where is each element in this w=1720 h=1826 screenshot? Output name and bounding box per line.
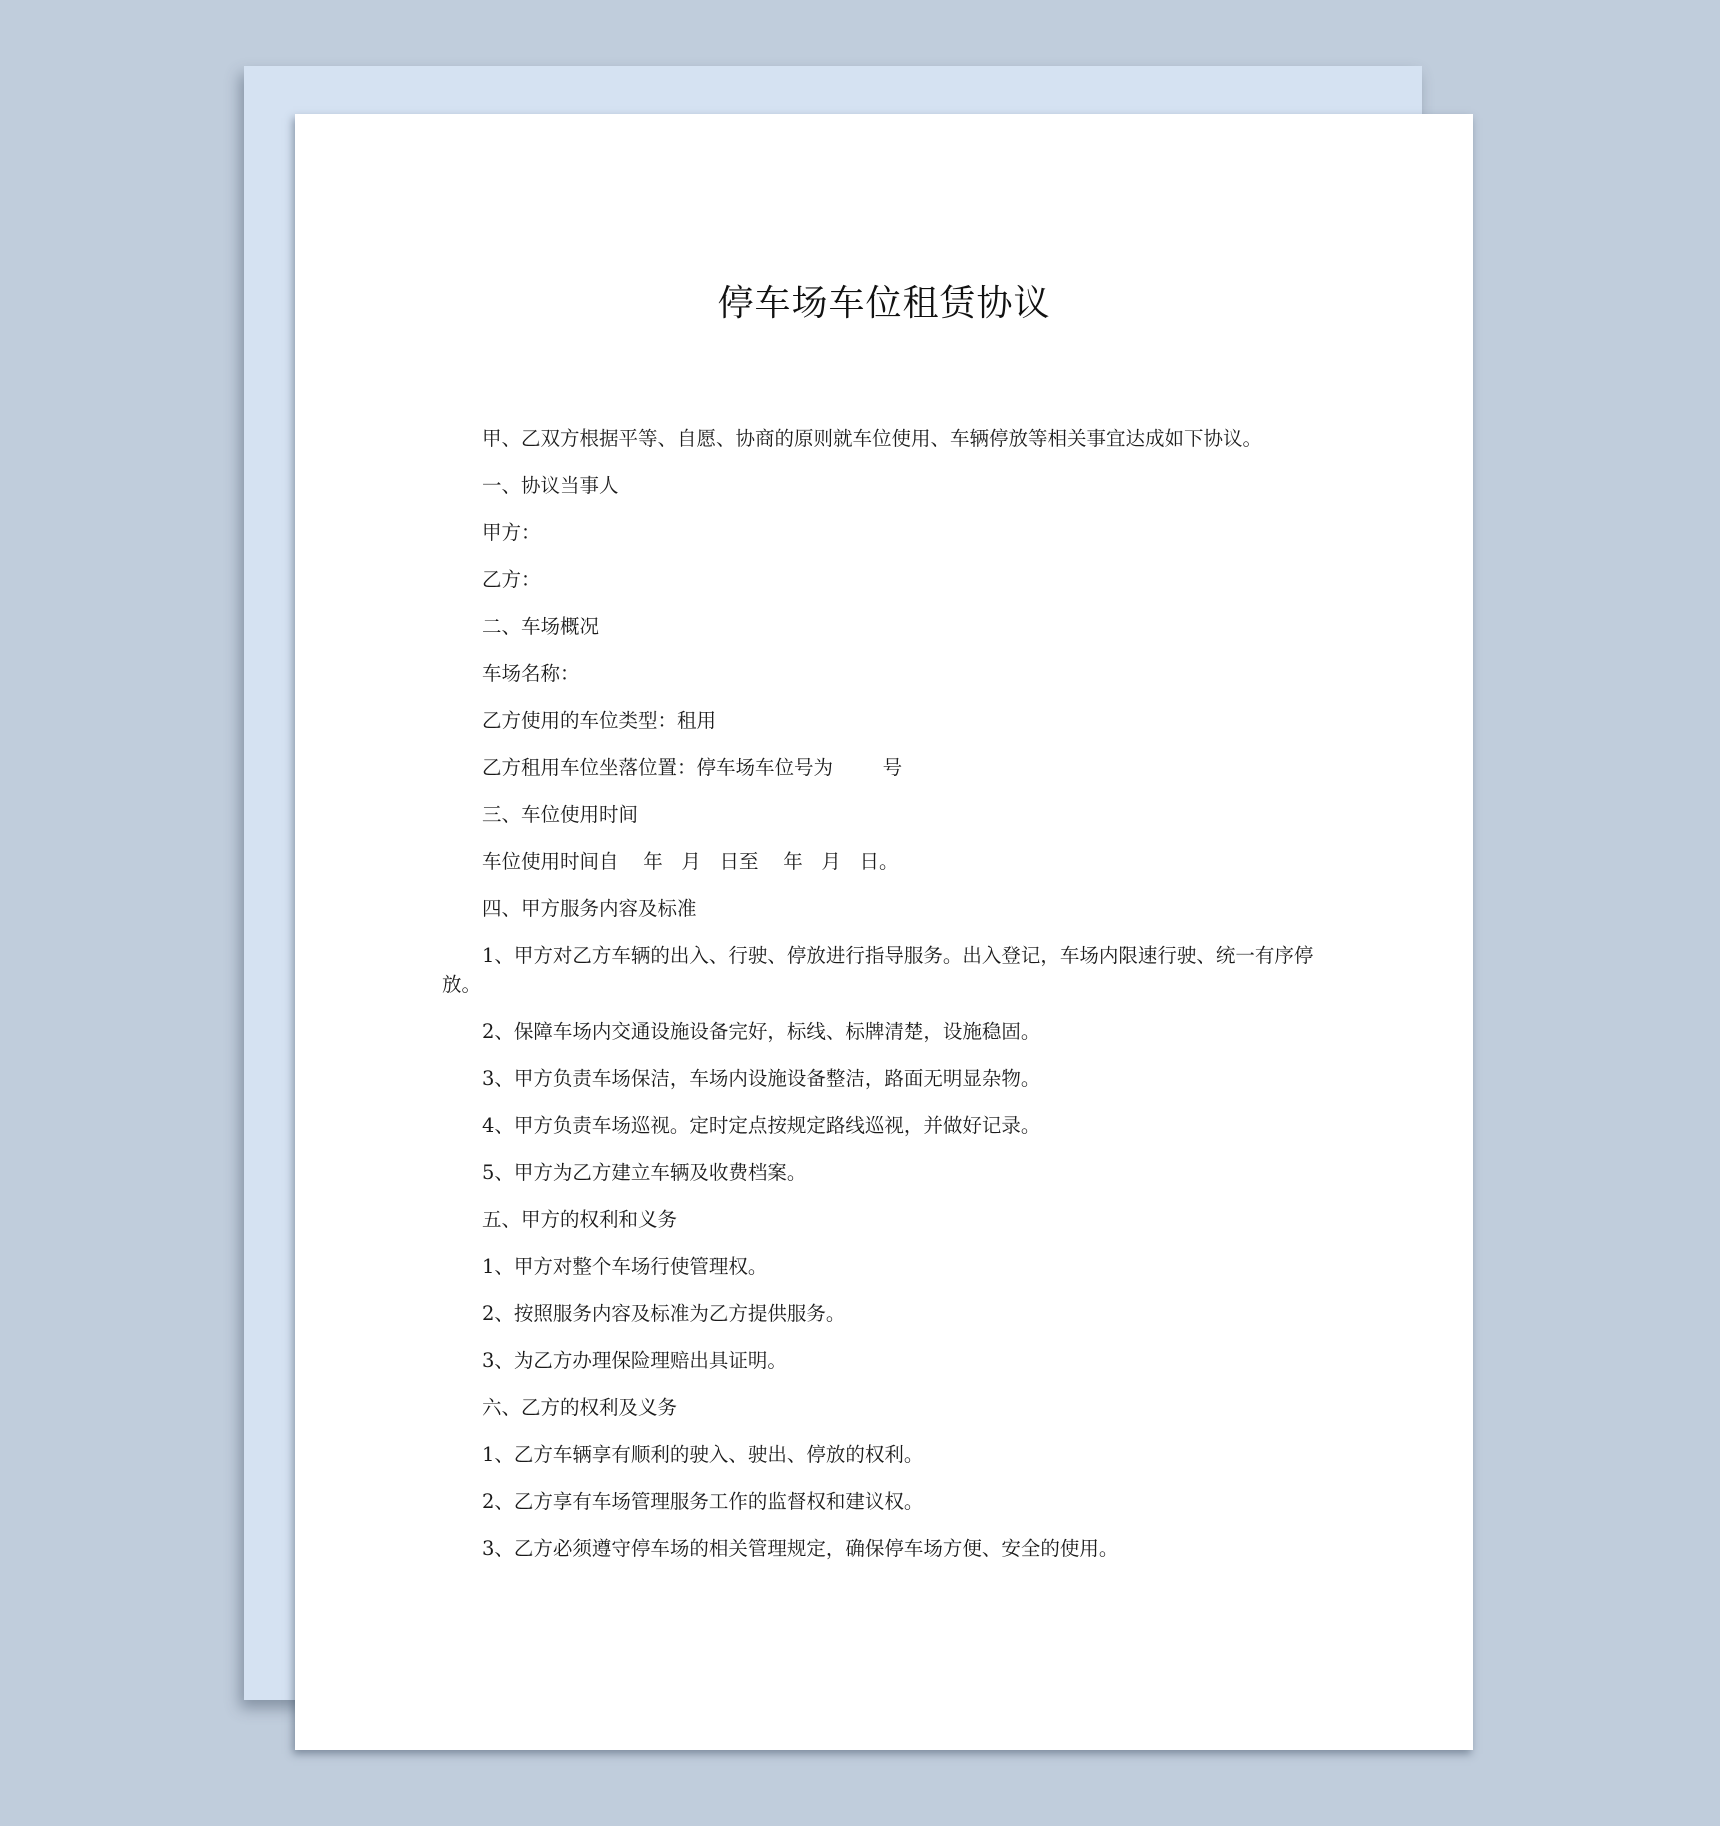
service-item-5: 5、甲方为乙方建立车辆及收费档案。 xyxy=(482,1161,807,1184)
usage-period-field: 车位使用时间自 年 月 日至 年 月 日。 xyxy=(482,850,899,873)
party-a-field: 甲方： xyxy=(482,521,541,544)
party-a-right-2: 2、按照服务内容及标准为乙方提供服务。 xyxy=(482,1302,846,1325)
party-b-right-3: 3、乙方必须遵守停车场的相关管理规定，确保停车场方便、安全的使用。 xyxy=(482,1537,1119,1560)
document-page xyxy=(295,114,1473,1750)
document-body xyxy=(442,424,1322,1581)
space-location-field: 乙方租用车位坐落位置：停车场车位号为 号 xyxy=(482,756,903,779)
service-item-3: 3、甲方负责车场保洁，车场内设施设备整洁，路面无明显杂物。 xyxy=(482,1067,1041,1090)
party-a-right-3: 3、为乙方办理保险理赔出具证明。 xyxy=(482,1349,787,1372)
section-heading-parking-overview: 二、车场概况 xyxy=(482,615,600,638)
party-b-right-2: 2、乙方享有车场管理服务工作的监督权和建议权。 xyxy=(482,1490,924,1513)
document-title: 停车场车位租赁协议 xyxy=(717,283,1051,324)
parking-name-field: 车场名称： xyxy=(482,662,580,685)
party-b-right-1: 1、乙方车辆享有顺利的驶入、驶出、停放的权利。 xyxy=(482,1443,924,1466)
intro-paragraph: 甲、乙双方根据平等、自愿、协商的原则就车位使用、车辆停放等相关事宜达成如下协议。 xyxy=(482,427,1263,450)
space-type-field: 乙方使用的车位类型：租用 xyxy=(482,709,717,732)
section-heading-party-a-services: 四、甲方服务内容及标准 xyxy=(482,897,697,920)
section-heading-party-b-rights: 六、乙方的权利及义务 xyxy=(482,1396,678,1419)
service-item-2: 2、保障车场内交通设施设备完好，标线、标牌清楚，设施稳固。 xyxy=(482,1020,1041,1043)
section-heading-parties: 一、协议当事人 xyxy=(482,474,619,497)
section-heading-party-a-rights: 五、甲方的权利和义务 xyxy=(482,1208,678,1231)
section-heading-usage-time: 三、车位使用时间 xyxy=(482,803,639,826)
service-item-4: 4、甲方负责车场巡视。定时定点按规定路线巡视，并做好记录。 xyxy=(482,1114,1041,1137)
service-item-1: 1、甲方对乙方车辆的出入、行驶、停放进行指导服务。出入登记，车场内限速行驶、统一有序停放。 xyxy=(442,944,1314,996)
party-b-field: 乙方： xyxy=(482,568,541,591)
party-a-right-1: 1、甲方对整个车场行使管理权。 xyxy=(482,1255,768,1278)
